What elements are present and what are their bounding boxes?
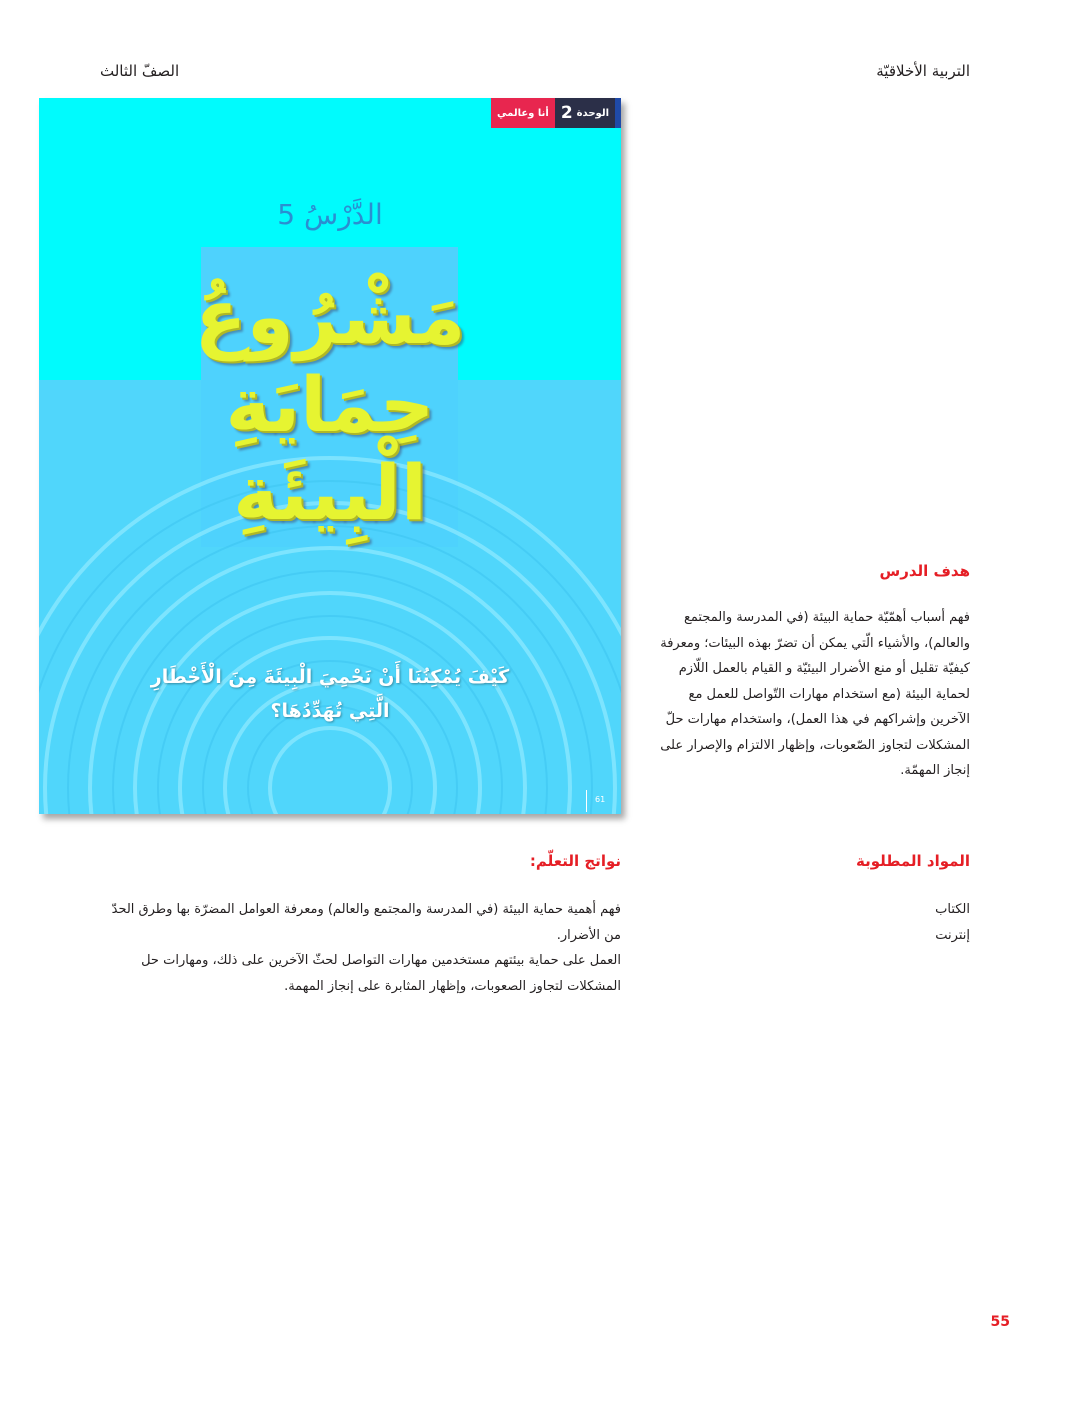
unit-tag-number (555, 98, 615, 128)
header-subject: التربية الأخلاقيّة (876, 62, 970, 80)
unit-tag-stripe (615, 98, 621, 128)
question-line: كَيْفَ يُمْكِنُنَا أَنْ نَحْمِيَ الْبِيئَةَ مِنَ الْأَخْطَارِ (150, 666, 510, 688)
outcomes-line: العمل على حماية بيئتهم مستخدمين مهارات التواصل لحثّ الآخرين على ذلك، ومهارات حل (141, 953, 621, 968)
materials-list (935, 897, 970, 948)
goal-line: إنجاز المهمّة. (900, 763, 970, 778)
materials-item: الكتاب (935, 902, 970, 917)
unit-label: الوحدة (576, 107, 609, 119)
goal-text (660, 605, 970, 784)
unit-name: أنا وعالمي (491, 98, 555, 128)
outcomes-text (101, 897, 621, 999)
goal-line: لحماية البيئة (مع استخدام مهارات التّواصل للعمل مع (688, 686, 970, 702)
lesson-number: الدَّرْسُ 5 (277, 198, 383, 231)
goal-line: كيفيّة تقليل أو منع الأضرار البيئيّة و القيام بالعمل اللّازم (678, 661, 970, 676)
goal-line: المشكلات لتجاوز الصّعوبات، وإظهار الالتزام والإصرار على (660, 737, 970, 753)
outcomes-heading: نواتج التعلّم: (529, 852, 621, 870)
header-grade: الصفّ الثالث (100, 62, 180, 80)
outcomes-line: المشكلات لتجاوز الصعوبات، وإظهار المثابرة على إنجاز المهمة. (284, 978, 621, 994)
lesson-title (39, 273, 621, 537)
goal-line: والعالم)، والأشياء الّتي يمكن أن تضرّ بهذه البيئات؛ ومعرفة (660, 635, 970, 651)
unit-tag (491, 98, 621, 128)
outcomes-line: فهم أهمية حماية البيئة (في المدرسة والمجتمع والعالم) ومعرفة العوامل المضرّة بها وطرق الحدّ (111, 902, 621, 917)
outcomes-line: من الأضرار. (556, 927, 621, 943)
lesson-question (39, 660, 621, 728)
page-number: 55 (990, 1314, 1010, 1330)
cover-page-number: 61 (586, 790, 605, 812)
lesson-title-line: مَشْرُوعُ (194, 272, 466, 361)
materials-heading: المواد المطلوبة (856, 852, 970, 870)
goal-heading: هدف الدرس (879, 562, 970, 580)
unit-number: 2 (560, 103, 573, 123)
lesson-cover-image (39, 98, 621, 814)
materials-item: إنترنت (935, 927, 970, 943)
lesson-title-line: الْبِيئَةِ (233, 448, 427, 537)
goal-line: فهم أسباب أهمّيّة حماية البيئة (في المدرسة والمجتمع (684, 610, 970, 625)
lesson-title-line: حِمَايَةِ (225, 360, 435, 449)
goal-line: الآخرين وإشراكهم في هذا العمل)، واستخدام مهارات حلّ (665, 712, 970, 727)
question-line: الَّتِي تُهَدِّدُهَا؟ (270, 700, 390, 722)
